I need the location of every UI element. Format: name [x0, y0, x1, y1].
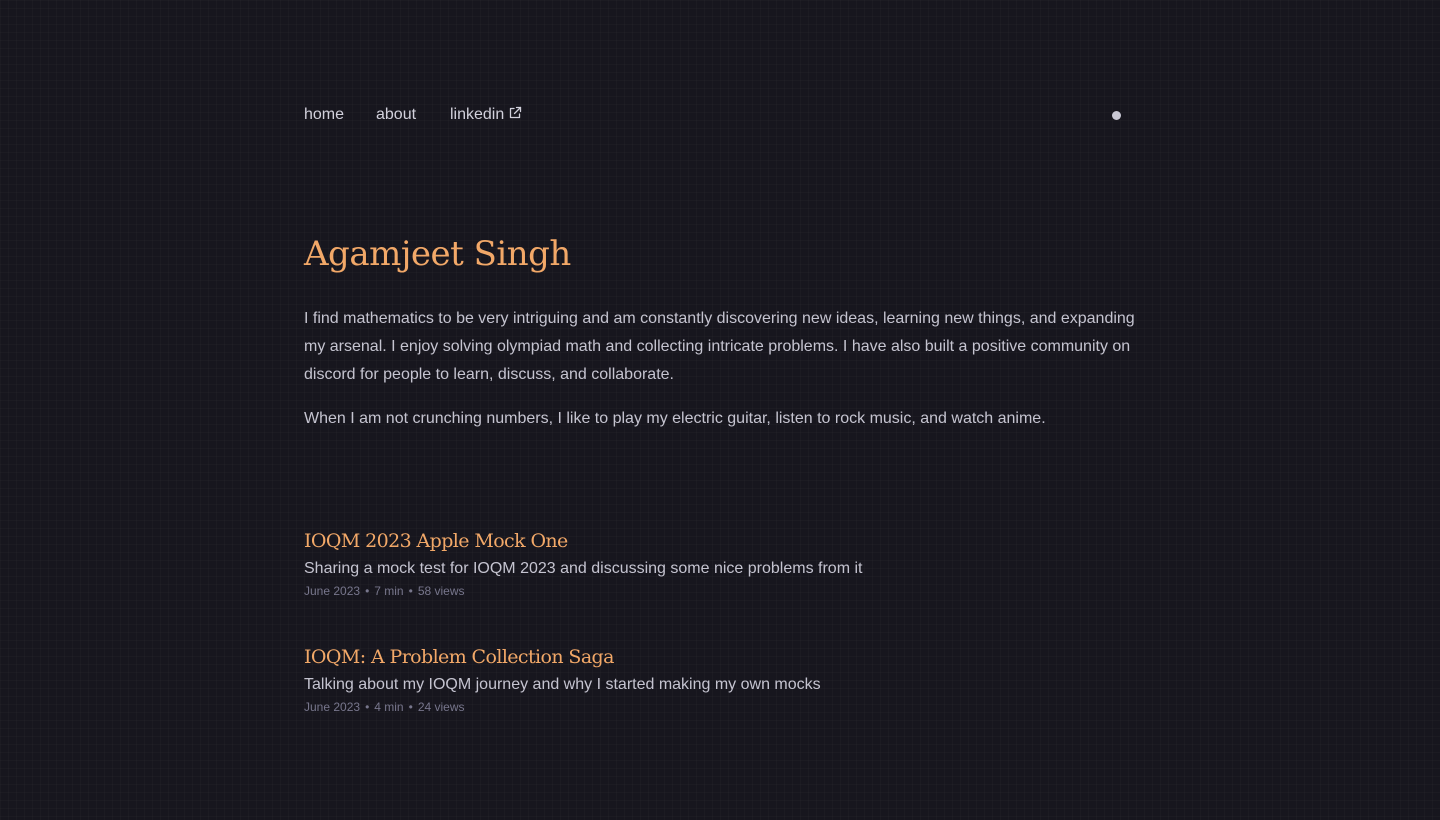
nav-home-link[interactable]: home: [304, 106, 345, 123]
post-description: Talking about my IOQM journey and why I started making my own mocks: [304, 676, 821, 693]
post-description: Sharing a mock test for IOQM 2023 and discussing some nice problems from it: [304, 560, 863, 577]
external-link-icon: [508, 106, 522, 120]
post-date: June 2023: [304, 584, 361, 598]
bio-paragraph-1: I find mathematics to be very intriguing and am constantly discovering new ideas, learning new things, and expanding my arsenal. I enjoy solving olympiad math and collecting intricate problems. I have also built a positive community on discord for people to learn, discuss, and collaborate.: [304, 310, 1135, 383]
post-views: 24 views: [417, 700, 465, 714]
nav-about-link[interactable]: about: [376, 106, 417, 123]
post-date: June 2023: [304, 700, 361, 714]
meta-separator: •: [408, 700, 413, 714]
bio-paragraph-2: When I am not crunching numbers, I like to play my electric guitar, listen to rock music, and watch anime.: [304, 410, 1046, 427]
post-item: [304, 528, 1134, 598]
page-title: Agamjeet Singh: [304, 234, 571, 274]
theme-toggle-button[interactable]: [1112, 111, 1121, 120]
nav-linkedin-link[interactable]: [450, 104, 522, 126]
top-nav: [304, 104, 1121, 128]
post-item: [304, 644, 1134, 714]
nav-linkedin-label: linkedin: [450, 106, 505, 123]
post-title-link[interactable]: IOQM 2023 Apple Mock One: [304, 530, 568, 552]
post-read-time: 7 min: [374, 584, 404, 598]
post-title-link[interactable]: IOQM: A Problem Collection Saga: [304, 646, 614, 668]
post-meta: [304, 584, 1134, 598]
meta-separator: •: [365, 584, 370, 598]
meta-separator: •: [408, 584, 413, 598]
post-read-time: 4 min: [374, 700, 404, 714]
meta-separator: •: [365, 700, 370, 714]
post-meta: [304, 700, 1134, 714]
post-views: 58 views: [417, 584, 465, 598]
